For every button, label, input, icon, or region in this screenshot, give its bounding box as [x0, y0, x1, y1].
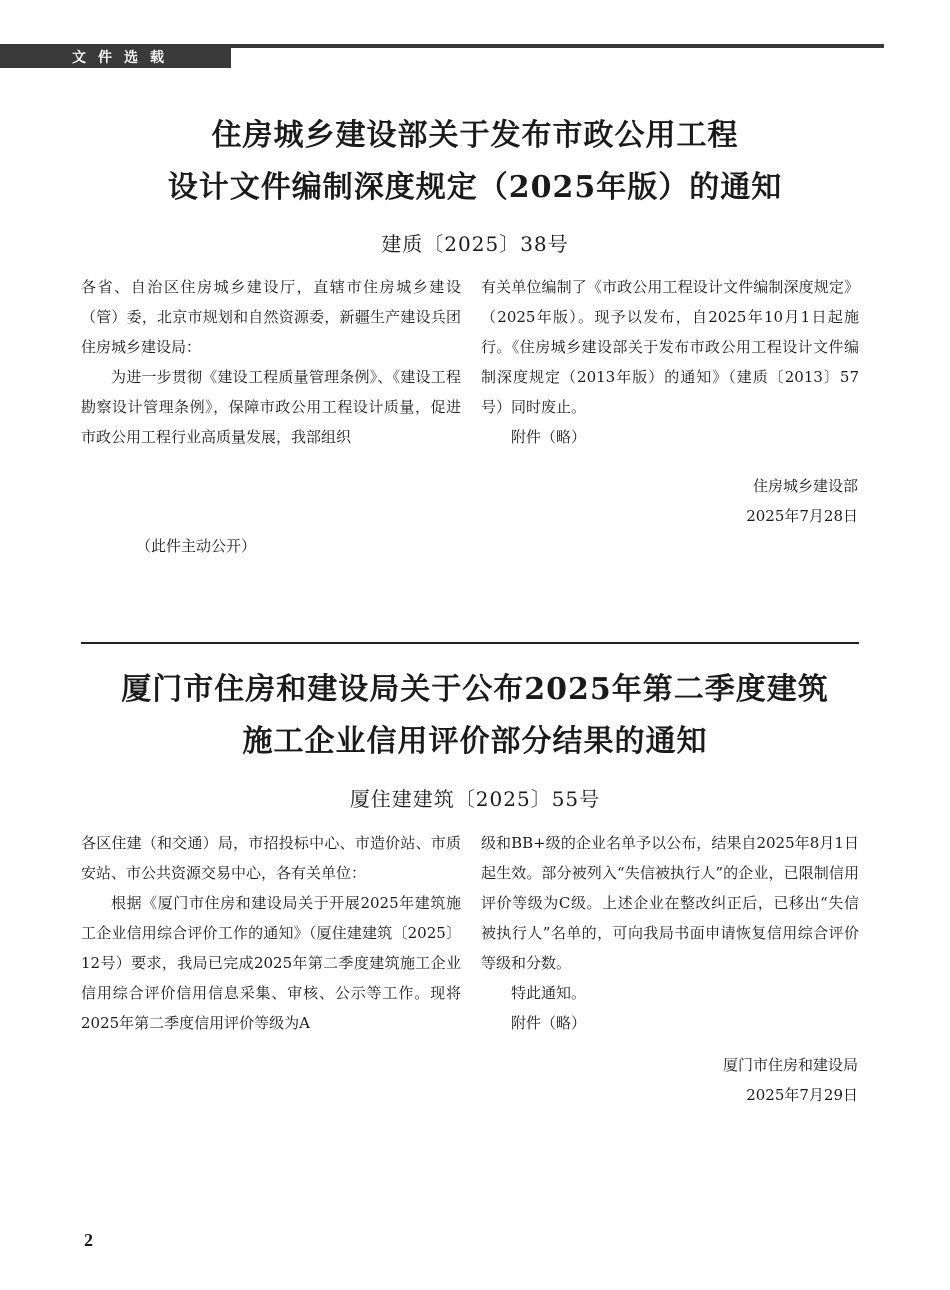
section-label: 文件选载 — [0, 48, 231, 68]
notice2-attachment: 附件（略） — [511, 1014, 587, 1032]
notice2-title-line2: 施工企业信用评价部分结果的通知 — [242, 724, 708, 759]
notice2-right-column — [481, 828, 859, 1038]
notice2-title — [60, 664, 890, 768]
notice1-disclosure-note: （此件主动公开） — [136, 537, 257, 555]
notice1-body-right: 有关单位编制了《市政公用工程设计文件编制深度规定》（2025年版）。现予以发布，自2025年10月1日起施行。《住房城乡建设部关于发布市政公用工程设计文件编制深度规定（2013年版）的通知》（建质〔2013〕57号）同时废止。 — [481, 278, 859, 416]
notice1-body-left: 为进一步贯彻《建设工程质量管理条例》、《建设工程勘察设计管理条例》，保障市政公用工程设计质量，促进市政公用工程行业高质量发展，我部组织 — [81, 368, 461, 446]
notice1-title-line2: 设计文件编制深度规定（2025年版）的通知 — [167, 170, 783, 205]
notice1-title — [60, 110, 890, 214]
page-number: 2 — [84, 1230, 93, 1250]
notice1-recipients: 各省、自治区住房城乡建设厅，直辖市住房城乡建设（管）委，北京市规划和自然资源委，新疆生产建设兵团住房城乡建设局： — [81, 278, 461, 356]
notice2-issuer: 厦门市住房和建设局 — [722, 1056, 858, 1074]
notice2-signature — [723, 1050, 858, 1110]
notice1-issuer: 住房城乡建设部 — [752, 477, 858, 495]
notice2-left-column — [81, 828, 461, 1038]
notice2-recipients: 各区住建（和交通）局，市招投标中心、市造价站、市质安站、市公共资源交易中心，各有关单位： — [81, 834, 461, 882]
notice1-doc-number: 建质〔2025〕38号 — [381, 232, 569, 256]
notice2-title-line1: 厦门市住房和建设局关于公布2025年第二季度建筑 — [121, 672, 829, 707]
notice2-date: 2025年7月29日 — [746, 1086, 858, 1104]
notice1-signature — [746, 471, 858, 531]
notice1-date: 2025年7月28日 — [746, 507, 858, 525]
notice2-body-right: 级和BB+级的企业名单予以公布，结果自2025年8月1日起生效。部分被列入“失信被执行人”的企业，已限制信用评价等级为C级。上述企业在整改纠正后，已移出“失信被执行人”名单的，可向我局书面申请恢复信用综合评价等级和分数。 — [481, 834, 859, 972]
notice1-title-line1: 住房城乡建设部关于发布市政公用工程 — [211, 118, 739, 153]
notice1-left-column — [81, 272, 461, 452]
notice2-body-left: 根据《厦门市住房和建设局关于开展2025年建筑施工企业信用综合评价工作的通知》（厦住建建筑〔2025〕12号）要求，我局已完成2025年第二季度建筑施工企业信用综合评价信用信息采集、审核、公示等工作。现将2025年第二季度信用评价等级为A — [81, 894, 461, 1032]
notice2-doc-number: 厦住建建筑〔2025〕55号 — [349, 787, 601, 811]
notice2-closing: 特此通知。 — [511, 984, 587, 1002]
notice1-right-column — [481, 272, 859, 452]
notice1-attachment: 附件（略） — [511, 428, 587, 446]
section-divider — [81, 642, 859, 644]
